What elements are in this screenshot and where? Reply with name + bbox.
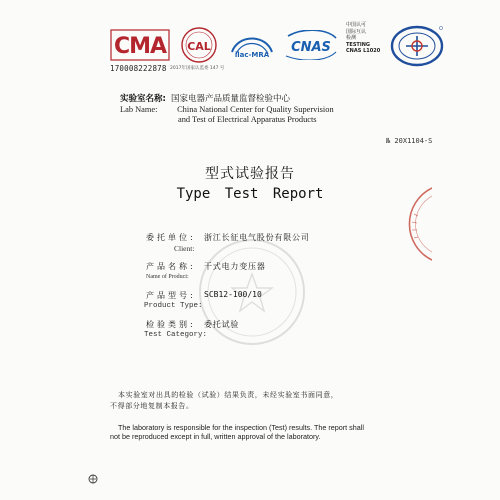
lab-name-en-line1: China National Center for Quality Supervision bbox=[177, 105, 334, 114]
field-product-name bbox=[140, 261, 440, 290]
field-label-zh: 委托单位: bbox=[146, 233, 196, 242]
field-label-en: Name of Product: bbox=[146, 274, 189, 280]
cnas-logo bbox=[282, 30, 340, 60]
red-seal-stamp-icon bbox=[404, 184, 432, 264]
svg-text:CNAS: CNAS bbox=[291, 40, 331, 55]
cnas-caption-line: CNAS L1020 bbox=[346, 48, 381, 54]
field-client bbox=[140, 232, 440, 261]
lab-name-label-en: Lab Name: bbox=[120, 105, 158, 114]
lab-name-zh: 国家电器产品质量监督检验中心 bbox=[171, 94, 291, 104]
ilac-mra-logo bbox=[228, 30, 276, 60]
cal-logo bbox=[180, 26, 218, 66]
field-product-type bbox=[140, 290, 440, 319]
footer-circle-mark-icon bbox=[88, 474, 98, 484]
cnas-caption-line: 检测 bbox=[346, 35, 357, 41]
cnas-caption bbox=[346, 22, 392, 55]
cnas-caption-line: 中国认可 bbox=[346, 22, 367, 28]
field-value-product-type: SCB12-100/10 bbox=[204, 290, 262, 299]
disclaimer-en-line2: not be reproduced except in full, written approval of the laboratory. bbox=[110, 432, 321, 441]
field-value-product-name: 干式电力变压器 bbox=[204, 262, 266, 271]
disclaimer-zh-line2: 不得部分地复制本报告。 bbox=[110, 402, 194, 410]
field-test-category bbox=[140, 319, 440, 348]
disclaimer-en bbox=[110, 423, 408, 441]
lab-name-label-zh: 实验室名称: bbox=[120, 94, 166, 104]
field-value-client: 浙江长征电气股份有限公司 bbox=[204, 233, 310, 242]
page-title-en: Type Test Report bbox=[176, 186, 324, 202]
report-fields bbox=[140, 232, 440, 348]
cal-certificate-note: 2017年国家认监委 147 号 bbox=[170, 66, 225, 71]
cnas-caption-line: 国际互认 bbox=[346, 28, 367, 35]
field-label-en: Product Type: bbox=[144, 302, 203, 310]
lab-name-en-line2: and Test of Electrical Apparatus Products bbox=[178, 115, 317, 124]
field-label-en: Test Category: bbox=[144, 331, 208, 339]
svg-text:ilac-MRA: ilac-MRA bbox=[234, 51, 270, 59]
cma-certificate-number: 170008222878 bbox=[110, 64, 167, 73]
svg-text:CAL: CAL bbox=[187, 40, 211, 53]
disclaimer-en-line1: The laboratory is responsible for the inspection (Test) results. The report shall bbox=[118, 423, 364, 432]
field-label-en: Client: bbox=[174, 244, 195, 253]
field-value-test-category: 委托试验 bbox=[204, 320, 240, 329]
field-label-zh: 检验类别: bbox=[146, 320, 196, 329]
field-label-zh: 产品名称: bbox=[146, 262, 196, 271]
lab-name-block bbox=[120, 86, 400, 125]
report-number: № 20X1104-S bbox=[386, 137, 433, 145]
disclaimer-zh-line1: 本实验室对出具的检验（试验）结果负责，未经实验室书面同意， bbox=[118, 391, 339, 399]
accreditation-seal-icon bbox=[390, 24, 444, 68]
svg-text:CMA: CMA bbox=[113, 34, 167, 59]
field-label-zh: 产品型号: bbox=[146, 291, 196, 300]
disclaimer-zh bbox=[110, 390, 398, 412]
page-title-zh: 型式试验报告 bbox=[205, 166, 295, 182]
cnas-caption-line: TESTING bbox=[346, 41, 370, 48]
